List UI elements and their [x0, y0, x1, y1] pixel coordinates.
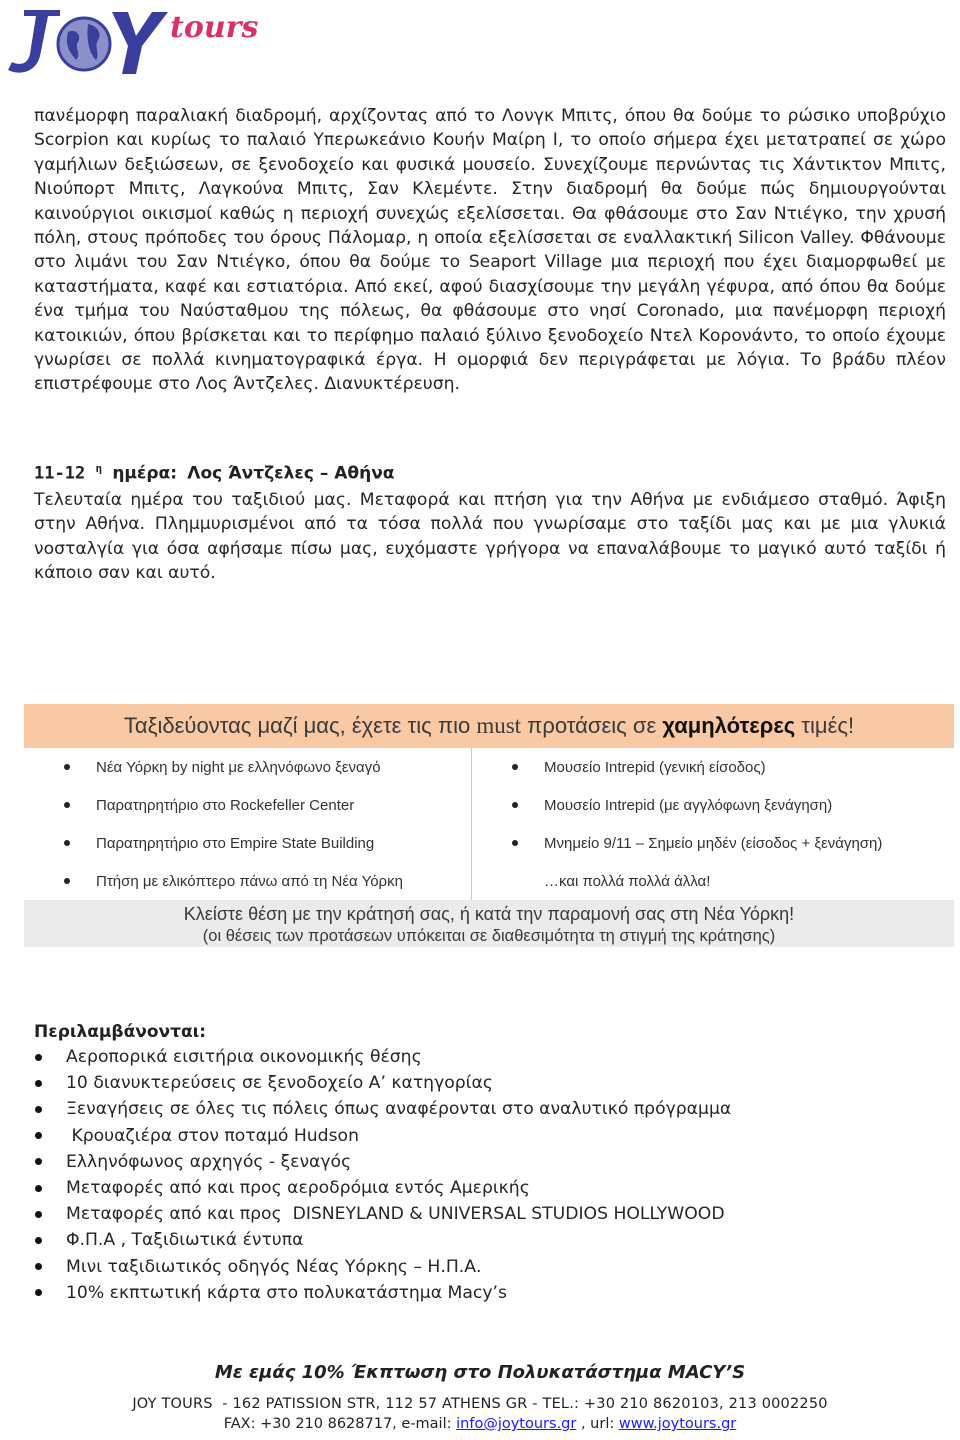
bullet-icon: [35, 1211, 42, 1218]
footer-contact: [0, 1416, 960, 1432]
list-item-label: Μεταφορές από και προς DISNEYLAND & UNIVERSAL STUDIOS HOLLYWOOD: [66, 1204, 725, 1225]
bullet-icon: [512, 840, 518, 846]
day-route: Λος Άντζελες – Αθήνα: [187, 463, 395, 484]
promo-header-text-1: Ταξιδεύοντας μαζί μας, έχετε τις πιο: [123, 713, 477, 738]
bullet-icon: [35, 1289, 42, 1296]
promo-left-column: [24, 748, 472, 900]
list-item: [32, 1070, 731, 1096]
list-item: [32, 1280, 731, 1306]
list-item: [32, 1175, 731, 1201]
promo-item: [24, 862, 471, 900]
promo-header: [24, 704, 954, 748]
promo-item: [472, 824, 954, 862]
list-item-label: Αεροπορικά εισιτήρια οικονομικής θέσης: [66, 1047, 422, 1068]
promo-item-label: Μνημείο 9/11 – Σημείο μηδέν (είσοδος + ξενάγηση): [544, 834, 883, 852]
website-link[interactable]: www.joytours.gr: [618, 1416, 737, 1432]
footer-address: JOY TOURS - 162 PATISSION STR, 112 57 ATHENS GR - TEL.: +30 210 8620103, 213 0002250: [132, 1396, 828, 1412]
bullet-icon: [64, 802, 70, 808]
bullet-icon: [64, 764, 70, 770]
list-item-label: Ξεναγήσεις σε όλες τις πόλεις όπως αναφέρονται στο αναλυτικό πρόγραμμα: [66, 1099, 732, 1120]
list-item-label: 10% εκπτωτική κάρτα στο πολυκατάστημα Macy’s: [66, 1282, 507, 1303]
list-item-label: Μεταφορές από και προς αεροδρόμια εντός Αμερικής: [66, 1178, 530, 1199]
bullet-icon: [512, 764, 518, 770]
list-item-label: Μινι ταξιδιωτικός οδηγός Νέας Υόρκης – Η.Π.Α.: [66, 1256, 482, 1277]
bullet-icon: [64, 840, 70, 846]
promo-item: [24, 786, 471, 824]
includes-list: [32, 1044, 731, 1306]
day-suffix: η: [95, 462, 103, 475]
list-item: [32, 1201, 731, 1227]
promo-item-label: Παρατηρητήριο στο Rockefeller Center: [96, 796, 355, 814]
promo-item: [24, 748, 471, 786]
promo-header-must: must: [476, 713, 522, 738]
promo-grid: [24, 748, 954, 900]
list-item: [32, 1149, 731, 1175]
day-heading: [34, 462, 394, 484]
footer-fax: FAX: +30 210 8628717, e-mail:: [223, 1416, 457, 1432]
promo-box: [24, 704, 954, 947]
promo-item-label: Νέα Υόρκη by night με ελληνόφωνο ξεναγό: [96, 758, 381, 776]
day-number: 11-12: [34, 463, 86, 484]
promo-item-label: Παρατηρητήριο στο Empire State Building: [96, 834, 375, 852]
includes-title: Περιλαμβάνονται:: [34, 1022, 207, 1042]
email-link[interactable]: info@joytours.gr: [456, 1416, 577, 1432]
promo-footer: [24, 900, 954, 947]
logo-tours-text: tours: [170, 10, 259, 45]
list-item: [32, 1123, 731, 1149]
list-item-label: Φ.Π.Α , Ταξιδιωτικά έντυπα: [66, 1230, 304, 1251]
list-item-label: Κρουαζιέρα στον ποταμό Hudson: [66, 1125, 359, 1146]
discount-title: Με εμάς 10% Έκπτωση στο Πολυκατάστημα MACY’S: [214, 1362, 746, 1383]
footer-url-label: , url:: [576, 1416, 619, 1432]
list-item: [32, 1227, 731, 1253]
bullet-icon: [35, 1106, 42, 1113]
promo-header-bold: χαμηλότερες: [662, 713, 796, 738]
bullet-icon: [35, 1158, 42, 1165]
list-item-label: 10 διανυκτερεύσεις σε ξενοδοχείο Α’ κατηγορίας: [66, 1073, 493, 1094]
promo-item: [24, 824, 471, 862]
bullet-icon: [512, 802, 518, 808]
promo-item-label: …και πολλά πολλά άλλα!: [544, 872, 711, 890]
list-item: [32, 1096, 731, 1122]
promo-item-label: Μουσείο Intrepid (με αγγλόφωνη ξενάγηση): [544, 796, 833, 814]
bullet-icon: [35, 1237, 42, 1244]
list-item: [32, 1044, 731, 1070]
bullet-icon: [35, 1054, 42, 1061]
joytours-logo: [2, 2, 259, 82]
bullet-icon: [35, 1080, 42, 1087]
promo-item: [472, 748, 954, 786]
promo-item: [472, 862, 954, 900]
list-item-label: Ελληνόφωνος αρχηγός - ξεναγός: [66, 1151, 352, 1172]
promo-item: [472, 786, 954, 824]
promo-item-label: Μουσείο Intrepid (γενική είσοδος): [544, 758, 766, 776]
bullet-icon: [35, 1132, 42, 1139]
promo-header-text-2: προτάσεις σε: [521, 713, 663, 738]
bullet-icon: [35, 1185, 42, 1192]
day-label: ημέρα:: [112, 463, 178, 484]
promo-item-label: Πτήση με ελικόπτερο πάνω από τη Νέα Υόρκη: [96, 872, 403, 890]
promo-right-column: [472, 748, 954, 900]
bullet-icon: [64, 878, 70, 884]
promo-footer-line2: (οι θέσεις των προτάσεων υπόκειται σε διαθεσιμότητα τη στιγμή της κράτησης): [202, 927, 776, 945]
intro-paragraph: πανέμορφη παραλιακή διαδρομή, αρχίζοντας από το Λονγκ Μπιτς, όπου θα δούμε το ρώσικο υποβρύχιο Scorpion και κυρίως το παλαιό Υπερωκεάνιο Κουήν Μαίρη Ι, το οποίο σήμερα έχει μετατραπεί σε χώρο γαμήλιων δεξιώσεων, σε ξενοδοχείο και φυσικά μουσείο. Συνεχίζουμε περνώντας τις Χάντικτον Μπιτς, Νιούπορτ Μπιτς, Λαγκούνα Μπιτς, Σαν Κλεμέντε. Στην διαδρομή θα δούμε πώς δημιουργούνται καινούργιοι οικισμοί καθώς η περιοχή συνεχώς εξελίσσεται. Θα φθάσουμε στο Σαν Ντιέγκο, την χρυσή πόλη, στους πρόποδες του όρους Πάλομαρ, η οποία εξελίσσεται σε εναλλακτική Silicon Valley. Φθάνουμε στο λιμάνι του Σαν Ντιέγκο, όπου θα δούμε το Seaport Village μια περιοχή που έχει διαμορφωθεί με καταστήματα, καφέ και εστιατόρια. Από εκεί, αφού διασχίσουμε την μεγάλη γέφυρα, από όπου θα δούμε ένα τμήμα του Ναύσταθμου της πόλεως, θα φθάσουμε στο νησί Coronado, μια πανέμορφη περιοχή κατοικιών, όπου βρίσκεται και το περίφημο παλαιό ξύλινο ξενοδοχείο Ντελ Κορονάντο, το οποίο έχουμε γνωρίσει σε πολλά κινηματογραφικά έργα. Η ομορφιά δεν περιγράφεται με λόγια. Το βράδυ πλέον επιστρέφουμε στο Λος Άντζελες. Διανυκτέρευση.: [34, 106, 946, 395]
last-day-paragraph: Τελευταία ημέρα του ταξιδιού μας. Μεταφορά και πτήση για την Αθήνα με ενδιάμεσο σταθμό. Άφιξη στην Αθήνα. Πλημμυρισμένοι από τα τόσα πολλά που γνωρίσαμε στο ταξίδι μας και με μια γλυκιά νοσταλγία για όσα αφήσαμε πίσω μας, ευχόμαστε γρήγορα να επαναλάβουμε το μαγικό αυτό ταξίδι ή κάποιο σαν και αυτό.: [34, 490, 946, 584]
list-item: [32, 1254, 731, 1280]
promo-header-text-3: τιμές!: [795, 713, 855, 738]
promo-footer-line1: Κλείστε θέση με την κράτησή σας, ή κατά την παραμονή σας στη Νέα Υόρκη!: [183, 904, 795, 924]
bullet-icon: [35, 1263, 42, 1270]
